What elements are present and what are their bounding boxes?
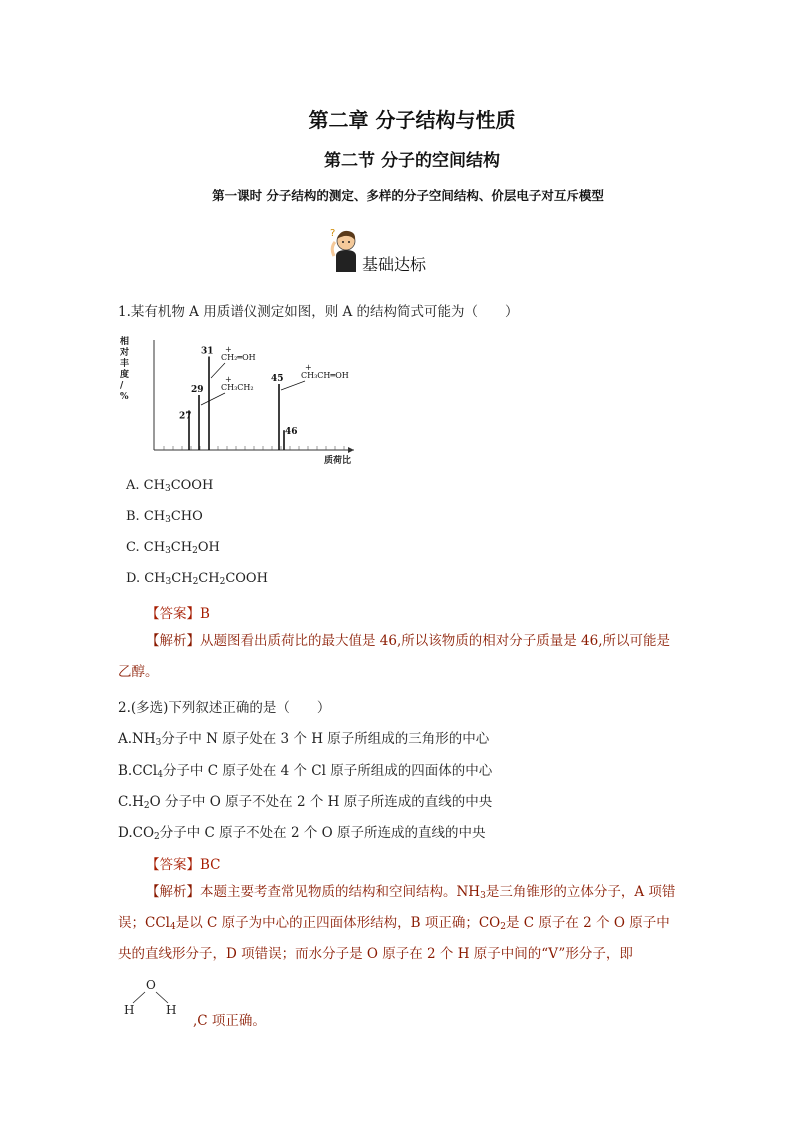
svg-text:?: ?: [330, 228, 336, 239]
q2-option-d: $D.CO_2$分子中 C 原子不处在 2 个 O 原子所连成的直线的中央: [118, 825, 486, 842]
chapter-title: 第二章 分子结构与性质: [308, 108, 516, 132]
q2-answer: 【答案】BC: [146, 857, 221, 873]
mass-spectrum-chart: [118, 330, 368, 465]
water-h-atom-right: H: [166, 1003, 177, 1017]
annotation-arrow-45: [281, 381, 305, 390]
water-bond-right: [156, 992, 168, 1003]
q1-option-d: D. $CH_3CH_2CH_2COOH$: [126, 571, 268, 587]
water-bond-left: [133, 992, 145, 1003]
q1-answer: 【答案】B: [146, 606, 210, 622]
mass-spectrum-svg: [118, 330, 368, 465]
q2-explanation: 【解析】本题主要考查常见物质的结构和空间结构。$NH_3$是三角锥形的立体分子，A 项错误；CCl$_4$是以 C 原子为中心的正四面体形结构，B 项正确；$CO_2$是 C 原子在 2 个 O 原子中央的直线形分子，D 项错误；而水分子是 O 原子在 2 个 H 原子中间的“V”形分子，即: [118, 884, 676, 962]
peak-label-31: 31: [201, 346, 214, 357]
x-axis-label: 质荷比: [324, 456, 352, 465]
section-title: 第二节 分子的空间结构: [324, 151, 500, 171]
q2-option-b: B.CCl$_4$分子中 C 原子处在 4 个 Cl 原子所组成的四面体的中心: [118, 763, 493, 780]
peak-label-27: 27: [179, 411, 192, 422]
water-molecule-diagram: [118, 975, 198, 1025]
annotation-31: CH₂═OH: [221, 353, 256, 362]
badge-label: 基础达标: [362, 255, 427, 274]
question-1-stem: 1.某有机物 A 用质谱仪测定如图，则 A 的结构简式可能为（ ）: [118, 304, 519, 320]
water-o-atom: O: [146, 978, 156, 992]
x-axis-arrow: [348, 447, 354, 453]
q1-option-a: A. $CH_3COOH$: [126, 478, 214, 494]
peak-label-29: 29: [191, 385, 204, 395]
peak-label-46: 46: [285, 427, 298, 438]
q2-explanation-tail: ,C 项正确。: [193, 1013, 266, 1029]
water-h-atom-left: H: [124, 1003, 135, 1017]
basic-practice-badge: [326, 226, 466, 272]
q1-option-b: B. $CH_3CHO$: [126, 509, 203, 525]
q2-option-a: $A.NH_3$分子中 N 原子处在 3 个 H 原子所组成的三角形的中心: [118, 731, 490, 748]
peak-label-45: 45: [271, 374, 284, 384]
annotation-charge-29: +: [225, 375, 232, 384]
q2-option-c: $C.H_2O$ 分子中 O 原子不处在 2 个 H 原子所连成的直线的中央: [118, 794, 493, 811]
annotation-charge-31: +: [225, 345, 232, 354]
q1-option-c: C. $CH_3CH_2OH$: [126, 540, 220, 556]
y-axis-label: 相对丰度/ %: [120, 337, 130, 402]
lesson-title: 第一课时 分子结构的测定、多样的分子空间结构、价层电子对互斥模型: [212, 188, 604, 203]
annotation-charge-45: +: [305, 363, 312, 372]
q1-explanation: 【解析】从题图看出质荷比的最大值是 46,所以该物质的相对分子质量是 46,所以可能是乙醇。: [118, 633, 671, 680]
question-2-stem: 2.(多选)下列叙述正确的是（ ）: [118, 700, 331, 716]
annotation-45: CH₃CH═OH: [301, 371, 349, 380]
annotation-29: CH₃CH₂: [221, 383, 254, 392]
annotation-arrow-29: [201, 393, 225, 405]
thinking-boy-icon: [326, 226, 362, 272]
annotation-arrow-31: [211, 363, 225, 378]
